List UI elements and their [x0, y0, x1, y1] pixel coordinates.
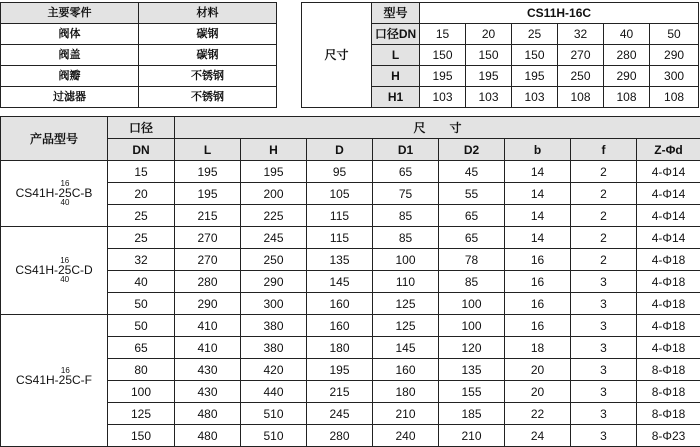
b-value: 16: [505, 271, 571, 293]
dim-value: 150: [512, 45, 558, 66]
d1-value: 110: [373, 271, 439, 293]
model-prefix: CS41H-: [16, 373, 59, 387]
header-material: 材料: [139, 3, 277, 24]
d2-value: 135: [439, 359, 505, 381]
bolt-holes-value: 4-Φ18: [637, 249, 700, 271]
dn-value: 25: [512, 24, 558, 45]
d1-value: 125: [373, 315, 439, 337]
d1-value: 65: [373, 161, 439, 183]
d-value: 160: [307, 315, 373, 337]
header-part: 主要零件: [1, 3, 139, 24]
bolt-holes-value: 8-Φ23: [637, 425, 700, 447]
l-value: 195: [175, 161, 241, 183]
h-value: 380: [241, 337, 307, 359]
material-name: 不锈钢: [139, 87, 277, 108]
b-value: 14: [505, 227, 571, 249]
d2-value: 85: [439, 271, 505, 293]
d2-value: 155: [439, 381, 505, 403]
d-value: 160: [307, 293, 373, 315]
dn-value: 25: [108, 227, 175, 249]
bolt-holes-value: 8-Φ18: [637, 381, 700, 403]
model-suffix: C-B: [72, 186, 93, 200]
d-value: 135: [307, 249, 373, 271]
dim-value: 195: [466, 66, 512, 87]
dn-value: 100: [108, 381, 175, 403]
d-value: 115: [307, 205, 373, 227]
dim-value: 300: [650, 66, 699, 87]
product-model: [16, 373, 92, 387]
h-value: 510: [241, 425, 307, 447]
l-value: 270: [175, 249, 241, 271]
dim-value: 280: [604, 45, 650, 66]
material-name: 碳钢: [139, 45, 277, 66]
b-value: 16: [505, 293, 571, 315]
l-value: 480: [175, 403, 241, 425]
table-row: [1, 66, 277, 87]
dim-value: 195: [420, 66, 466, 87]
f-value: 2: [571, 161, 637, 183]
l-value: 270: [175, 227, 241, 249]
bolt-holes-value: 4-Φ18: [637, 315, 700, 337]
dim-value: 108: [604, 87, 650, 108]
dn-value: 50: [108, 315, 175, 337]
b-value: 14: [505, 205, 571, 227]
product-model-cell: [1, 227, 108, 315]
header-col-d1: D1: [373, 139, 439, 161]
d-value: 195: [307, 359, 373, 381]
product-model: [16, 186, 93, 200]
d1-value: 85: [373, 227, 439, 249]
dn-value: 15: [108, 161, 175, 183]
h-value: 250: [241, 249, 307, 271]
dn-label: 口径DN: [372, 24, 420, 45]
model-prefix: CS41H-: [15, 263, 58, 277]
f-value: 3: [571, 359, 637, 381]
product-model: [15, 263, 92, 277]
dim-label: H1: [372, 87, 420, 108]
pressure-rating: 40: [58, 199, 71, 207]
l-value: 290: [175, 293, 241, 315]
d2-value: 100: [439, 293, 505, 315]
dim-value: 270: [558, 45, 604, 66]
dn-value: 32: [108, 249, 175, 271]
dim-label: H: [372, 66, 420, 87]
dn-value: 25: [108, 205, 175, 227]
dim-value: 103: [512, 87, 558, 108]
pressure-rating: 40: [58, 276, 71, 284]
l-value: 215: [175, 205, 241, 227]
h-value: 245: [241, 227, 307, 249]
dn-value: 40: [108, 271, 175, 293]
table-row: [1, 24, 277, 45]
part-name: 阀体: [1, 24, 139, 45]
b-value: 24: [505, 425, 571, 447]
model-value: CS11H-16C: [420, 3, 699, 24]
d1-value: 180: [373, 381, 439, 403]
d1-value: 145: [373, 337, 439, 359]
h-value: 225: [241, 205, 307, 227]
dim-value: 103: [466, 87, 512, 108]
d1-value: 100: [373, 249, 439, 271]
l-value: 280: [175, 271, 241, 293]
dim-label: L: [372, 45, 420, 66]
cs11-dimension-table: [301, 2, 699, 108]
d1-value: 240: [373, 425, 439, 447]
table-row: [1, 87, 277, 108]
d-value: 280: [307, 425, 373, 447]
h-value: 510: [241, 403, 307, 425]
d-value: 145: [307, 271, 373, 293]
dim-value: 250: [558, 66, 604, 87]
model-suffix: C-D: [71, 263, 92, 277]
cs11-model-row: [302, 3, 699, 24]
pressure-rating: 16: [58, 180, 71, 188]
l-value: 195: [175, 183, 241, 205]
b-value: 16: [505, 249, 571, 271]
l-value: 410: [175, 337, 241, 359]
dim-value: 108: [650, 87, 699, 108]
b-value: 22: [505, 403, 571, 425]
d-value: 105: [307, 183, 373, 205]
dim-value: 195: [512, 66, 558, 87]
h-value: 195: [241, 161, 307, 183]
dim-value: 290: [604, 66, 650, 87]
f-value: 3: [571, 403, 637, 425]
header-col-b: b: [505, 139, 571, 161]
d-value: 215: [307, 381, 373, 403]
material-name: 碳钢: [139, 24, 277, 45]
bolt-holes-value: 4-Φ18: [637, 293, 700, 315]
bolt-holes-value: 4-Φ18: [637, 337, 700, 359]
b-value: 20: [505, 381, 571, 403]
dn-value: 50: [108, 293, 175, 315]
l-value: 430: [175, 359, 241, 381]
dim-value: 103: [420, 87, 466, 108]
l-value: 480: [175, 425, 241, 447]
d-value: 115: [307, 227, 373, 249]
bolt-holes-value: 4-Φ18: [637, 271, 700, 293]
cs41-header-row-1: [1, 117, 700, 139]
h-value: 200: [241, 183, 307, 205]
b-value: 18: [505, 337, 571, 359]
header-col-d: D: [307, 139, 373, 161]
model-prefix: CS41H-: [16, 186, 59, 200]
product-model-cell: [1, 161, 108, 227]
d1-value: 75: [373, 183, 439, 205]
table-row: [1, 315, 700, 337]
header-dn: DN: [108, 139, 175, 161]
materials-table: [0, 2, 277, 108]
d2-value: 185: [439, 403, 505, 425]
cs41-dimension-table: [0, 116, 700, 447]
header-col-l: L: [175, 139, 241, 161]
f-value: 3: [571, 315, 637, 337]
pressure-rating: 16: [58, 257, 71, 265]
pressure-rating: 25: [58, 188, 71, 199]
h-value: 440: [241, 381, 307, 403]
f-value: 3: [571, 337, 637, 359]
dim-value: 150: [466, 45, 512, 66]
header-col-zd: Z-Φd: [637, 139, 700, 161]
dn-value: 50: [650, 24, 699, 45]
d-value: 245: [307, 403, 373, 425]
bolt-holes-value: 4-Φ14: [637, 205, 700, 227]
d1-value: 160: [373, 359, 439, 381]
dim-value: 150: [420, 45, 466, 66]
dn-value: 20: [466, 24, 512, 45]
dim-value: 290: [650, 45, 699, 66]
dn-value: 40: [604, 24, 650, 45]
dn-value: 32: [558, 24, 604, 45]
table-row: [1, 161, 700, 183]
f-value: 2: [571, 183, 637, 205]
dn-value: 80: [108, 359, 175, 381]
pressure-rating-spacer: [59, 386, 72, 394]
b-value: 20: [505, 359, 571, 381]
f-value: 2: [571, 205, 637, 227]
h-value: 300: [241, 293, 307, 315]
d-value: 95: [307, 161, 373, 183]
d2-value: 65: [439, 227, 505, 249]
d2-value: 55: [439, 183, 505, 205]
b-value: 14: [505, 183, 571, 205]
h-value: 420: [241, 359, 307, 381]
bolt-holes-value: 4-Φ14: [637, 183, 700, 205]
f-value: 3: [571, 381, 637, 403]
model-label: 型号: [372, 3, 420, 24]
header-col-d2: D2: [439, 139, 505, 161]
size-label: 尺寸: [302, 3, 372, 108]
pressure-rating-stack: [58, 257, 71, 284]
f-value: 3: [571, 271, 637, 293]
d1-value: 125: [373, 293, 439, 315]
table-row: [1, 227, 700, 249]
product-model-cell: [1, 315, 108, 447]
materials-header-row: [1, 3, 277, 24]
dn-value: 125: [108, 403, 175, 425]
pressure-rating: 25: [58, 265, 71, 276]
part-name: 阀瓣: [1, 66, 139, 87]
h-value: 290: [241, 271, 307, 293]
f-value: 3: [571, 293, 637, 315]
b-value: 14: [505, 161, 571, 183]
l-value: 410: [175, 315, 241, 337]
d2-value: 65: [439, 205, 505, 227]
h-value: 380: [241, 315, 307, 337]
dn-value: 20: [108, 183, 175, 205]
bolt-holes-value: 4-Φ14: [637, 161, 700, 183]
header-col-h: H: [241, 139, 307, 161]
d2-value: 100: [439, 315, 505, 337]
pressure-rating-stack: [58, 180, 71, 207]
d-value: 180: [307, 337, 373, 359]
f-value: 3: [571, 425, 637, 447]
pressure-rating-stack: [59, 367, 72, 394]
pressure-rating: 25: [59, 375, 72, 386]
d2-value: 210: [439, 425, 505, 447]
part-name: 过滤器: [1, 87, 139, 108]
bolt-holes-value: 8-Φ18: [637, 359, 700, 381]
dim-value: 108: [558, 87, 604, 108]
l-value: 430: [175, 381, 241, 403]
d2-value: 120: [439, 337, 505, 359]
model-suffix: C-F: [72, 373, 92, 387]
dn-value: 150: [108, 425, 175, 447]
table-row: [1, 45, 277, 66]
header-bore: 口径: [108, 117, 175, 139]
f-value: 2: [571, 249, 637, 271]
d1-value: 210: [373, 403, 439, 425]
bolt-holes-value: 8-Φ18: [637, 403, 700, 425]
header-col-f: f: [571, 139, 637, 161]
material-name: 不锈钢: [139, 66, 277, 87]
dn-value: 15: [420, 24, 466, 45]
d1-value: 85: [373, 205, 439, 227]
part-name: 阀盖: [1, 45, 139, 66]
header-product-model: 产品型号: [1, 117, 108, 161]
f-value: 2: [571, 227, 637, 249]
pressure-rating: 16: [59, 367, 72, 375]
dn-value: 65: [108, 337, 175, 359]
header-size: 尺 寸: [175, 117, 700, 139]
bolt-holes-value: 4-Φ14: [637, 227, 700, 249]
d2-value: 45: [439, 161, 505, 183]
b-value: 16: [505, 315, 571, 337]
d2-value: 78: [439, 249, 505, 271]
